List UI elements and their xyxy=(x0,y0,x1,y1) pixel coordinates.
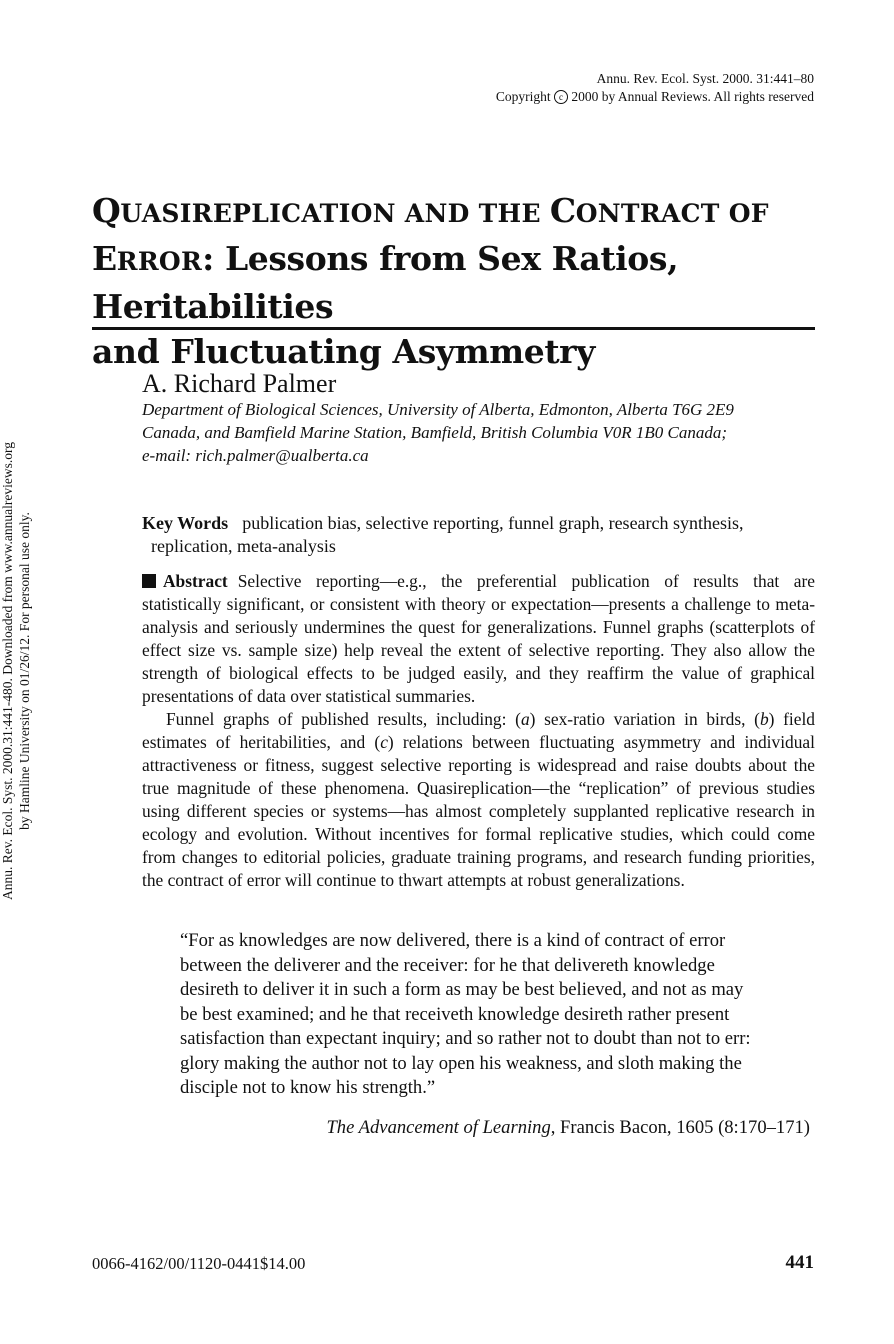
abstract-square-icon xyxy=(142,574,156,588)
title-e-rest: RROR xyxy=(116,247,203,276)
abstract-italic-a: a xyxy=(520,709,530,729)
affiliation-line-3: e-mail: rich.palmer@ualberta.ca xyxy=(142,446,369,465)
author-name: A. Richard Palmer xyxy=(142,369,337,398)
abstract-text-2c: ) field estimates of heritabilities, and ( xyxy=(142,709,815,752)
copyright-prefix: Copyright xyxy=(495,89,551,104)
title-rule xyxy=(92,327,815,330)
title-q-rest: UASIREPLICATION AND THE xyxy=(120,199,550,228)
abstract-text-1: Selective reporting—e.g., the preferential publication of results that are statistically significant, or consistent with theory or expectation—presents a challenge to meta-analysis and seriously undermines the quest for generalizations. Funnel graphs (scatterplots of effect size vs. sample size) help reveal the extent of selective reporting. They also allow the strength of biological effects to be judged easily, and they reaffirm the value of graphical presentations of data over statistical summaries. xyxy=(142,571,815,706)
epigraph-citation xyxy=(326,1116,810,1140)
keywords-line-2: replication, meta-analysis xyxy=(151,536,336,556)
abstract-paragraph-1 xyxy=(142,570,815,708)
epigraph-source-title: The Advancement of Learning xyxy=(326,1117,551,1138)
abstract-text-2b: ) sex-ratio variation in birds, ( xyxy=(529,709,760,729)
title-line-2 xyxy=(92,236,817,329)
abstract-label: Abstract xyxy=(163,571,228,591)
epigraph-line-7: disciple not to know his strength.” xyxy=(180,1077,436,1098)
author-affiliation xyxy=(142,398,822,467)
copyright-suffix: 2000 by Annual Reviews. All rights reserved xyxy=(571,89,814,104)
epigraph-line-3: desireth to deliver it in such a form as may be best believed, and not as may xyxy=(180,979,744,1000)
journal-citation: Annu. Rev. Ecol. Syst. 2000. 31:441–80 xyxy=(596,71,814,86)
article-title xyxy=(92,188,817,374)
title-c-rest: ONTRACT OF xyxy=(575,199,769,228)
abstract-italic-c: c xyxy=(380,732,388,752)
epigraph-source-rest: , Francis Bacon, 1605 (8:170–171) xyxy=(550,1117,810,1138)
epigraph-line-4: be best examined; and he that receiveth knowledge desireth rather present xyxy=(180,1003,730,1025)
title-q-cap: Q xyxy=(92,191,121,230)
epigraph-line-6: glory making the author not to lay open his weakness, and sloth making the xyxy=(180,1052,742,1074)
epigraph-quote xyxy=(180,929,820,1101)
watermark-line-1: Annu. Rev. Ecol. Syst. 2000.31:441-480. Downloaded from www.annualreviews.org xyxy=(0,441,15,901)
title-line-2-rest: : Lessons from Sex Ratios, Heritabilities xyxy=(92,239,679,326)
abstract-paragraph-2 xyxy=(142,708,815,892)
abstract-text-2d: ) relations between fluctuating asymmetry and individual attractiveness or fitness, suggest selective reporting is widespread and raise doubts about the true magnitude of these phenomena. Quasireplication—the “replication” of previous studies using different species or systems—has almost completely supplanted replicative research in ecology and evolution. Without incentives for formal replicative studies, which could come from changes to editorial policies, graduate training programs, and research funding priorities, the contract of error will continue to thwart attempts at robust generalizations. xyxy=(142,732,815,890)
title-line-3: and Fluctuating Asymmetry xyxy=(92,332,595,371)
epigraph-line-5: satisfaction than expectant inquiry; and so rather not to doubt than not to err: xyxy=(180,1028,751,1049)
copyright-line xyxy=(496,88,814,106)
keywords-label: Key Words xyxy=(142,513,229,533)
title-e-cap: E xyxy=(92,239,117,278)
affiliation-line-1: Department of Biological Sciences, University of Alberta, Edmonton, Alberta T6G 2E9 xyxy=(142,400,734,419)
epigraph-line-1: “For as knowledges are now delivered, there is a kind of contract of error xyxy=(180,930,726,951)
title-line-1 xyxy=(92,188,817,236)
watermark-line-2: by Hamline University on 01/26/12. For personal use only. xyxy=(17,512,32,830)
epigraph-line-2: between the deliverer and the receiver: for he that delivereth knowledge xyxy=(180,954,715,976)
footer-code: 0066-4162/00/1120-0441$14.00 xyxy=(92,1254,306,1273)
running-header xyxy=(496,70,814,106)
abstract xyxy=(142,570,815,892)
download-watermark xyxy=(0,371,41,971)
abstract-text-2a: Funnel graphs of published results, including: ( xyxy=(166,709,521,729)
title-c-cap: C xyxy=(549,191,576,230)
copyright-symbol: c xyxy=(554,90,568,104)
abstract-italic-b: b xyxy=(759,709,769,729)
affiliation-line-2: Canada, and Bamfield Marine Station, Bamfield, British Columbia V0R 1B0 Canada; xyxy=(142,423,728,442)
keywords-line-1: publication bias, selective reporting, funnel graph, research synthesis, xyxy=(242,513,744,533)
keywords xyxy=(142,512,818,558)
page-number: 441 xyxy=(785,1252,814,1273)
